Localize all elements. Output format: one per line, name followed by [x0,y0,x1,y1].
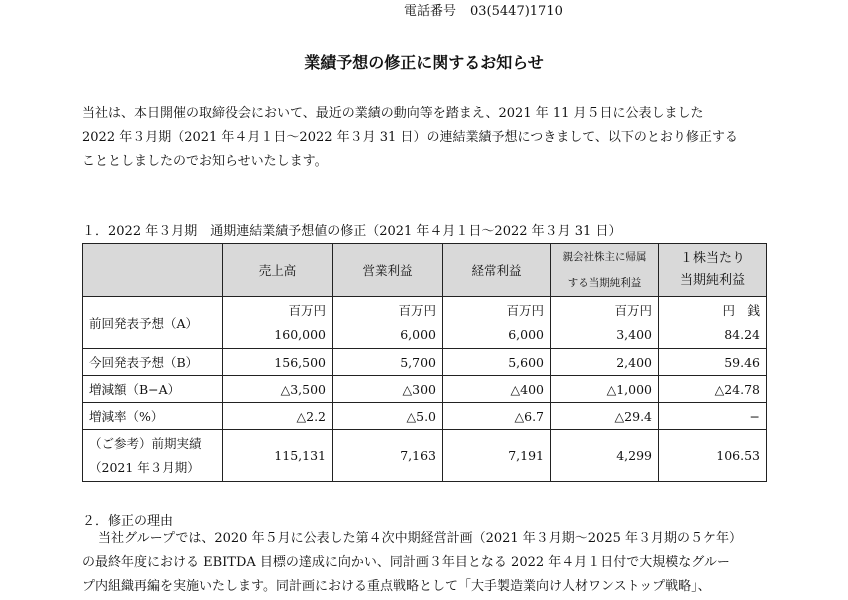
row-label: 今回発表予想（B） [83,349,223,376]
unit-label: 百万円 [288,302,326,318]
row-label: 増減率（%） [83,403,223,430]
cell-value: 5,700 [333,349,443,376]
header-net-income [551,244,659,297]
cell-value: △400 [443,376,551,403]
cell-value: 5,600 [443,349,551,376]
reason-line-2: の最終年度における EBITDA 目標の達成に向かい、同計画３年目となる 2022 年４月１日付で大規模なグルー [82,555,730,570]
intro-line-3: こととしましたのでお知らせいたします。 [82,154,328,169]
cell-value: 7,191 [443,430,551,482]
cell-value: 84.24 [724,326,760,342]
cell-value: − [659,403,767,430]
unit-label: 百万円 [614,302,652,318]
table-row [83,297,767,349]
row-label-l2: （2021 年３月期） [89,459,200,475]
cell-value: 7,163 [333,430,443,482]
unit-label: 円 銭 [722,302,760,318]
cell-value: △300 [333,376,443,403]
intro-line-1: 当社は、本日開催の取締役会において、最近の業績の動向等を踏まえ、2021 年 11 月５日に公表しました [82,106,704,121]
cell-value: 160,000 [274,326,326,342]
table-row [83,376,767,403]
cell-value: 4,299 [551,430,659,482]
header-net-income-l1: 親会社株主に帰属 [562,251,647,263]
table-header-row [83,244,767,297]
cell-value: 6,000 [508,326,544,342]
header-eps-l1: １株当たり [679,251,745,266]
reason-line-1: 当社グループでは、2020 年５月に公表した第４次中期経営計画（2021 年３月期～2025 年３月期の５ケ年） [98,531,742,546]
header-operating-profit: 営業利益 [333,244,443,297]
unit-label: 百万円 [398,302,436,318]
reason-line-3: プ内組織再編を実施いたします。同計画における重点戦略として「大手製造業向け人材ワンストップ戦略」、 [82,579,711,594]
unit-label: 百万円 [506,302,544,318]
cell-value: 115,131 [223,430,333,482]
cell-value: △1,000 [551,376,659,403]
forecast-table [82,243,767,482]
intro-line-2: 2022 年３月期（2021 年４月１日～2022 年３月 31 日）の連結業績予想につきまして、以下のとおり修正する [82,130,738,145]
cell-value: △3,500 [223,376,333,403]
cell-value: △5.0 [333,403,443,430]
cell-value: 59.46 [659,349,767,376]
header-ordinary-profit: 経常利益 [443,244,551,297]
table-row [83,349,767,376]
table-row [83,430,767,482]
cell-value: 106.53 [659,430,767,482]
row-label: 前回発表予想（A） [83,297,223,349]
header-eps [659,244,767,297]
header-blank [83,244,223,297]
cell-value: △2.2 [223,403,333,430]
section-2-heading: ２．修正の理由 [82,514,174,529]
section-1-heading: １．2022 年３月期 通期連結業績予想値の修正（2021 年４月１日～2022 年３月 31 日） [82,224,622,239]
cell-value: 156,500 [223,349,333,376]
phone-label: 電話番号 [404,4,457,19]
row-label: 増減額（B−A） [83,376,223,403]
cell-value: △6.7 [443,403,551,430]
cell-value: 6,000 [400,326,436,342]
table-row [83,403,767,430]
document-title: 業績予想の修正に関するお知らせ [304,53,544,72]
header-sales: 売上高 [223,244,333,297]
cell-value: 2,400 [551,349,659,376]
header-eps-l2: 当期純利益 [679,273,745,288]
row-label-l1: （ご参考）前期実績 [89,435,202,451]
header-net-income-l2: する当期純利益 [567,277,642,289]
cell-value: △29.4 [551,403,659,430]
cell-value: △24.78 [659,376,767,403]
phone-number: 03(5447)1710 [470,4,563,19]
phone-line [404,0,563,19]
row-label [83,430,223,482]
cell-value: 3,400 [616,326,652,342]
